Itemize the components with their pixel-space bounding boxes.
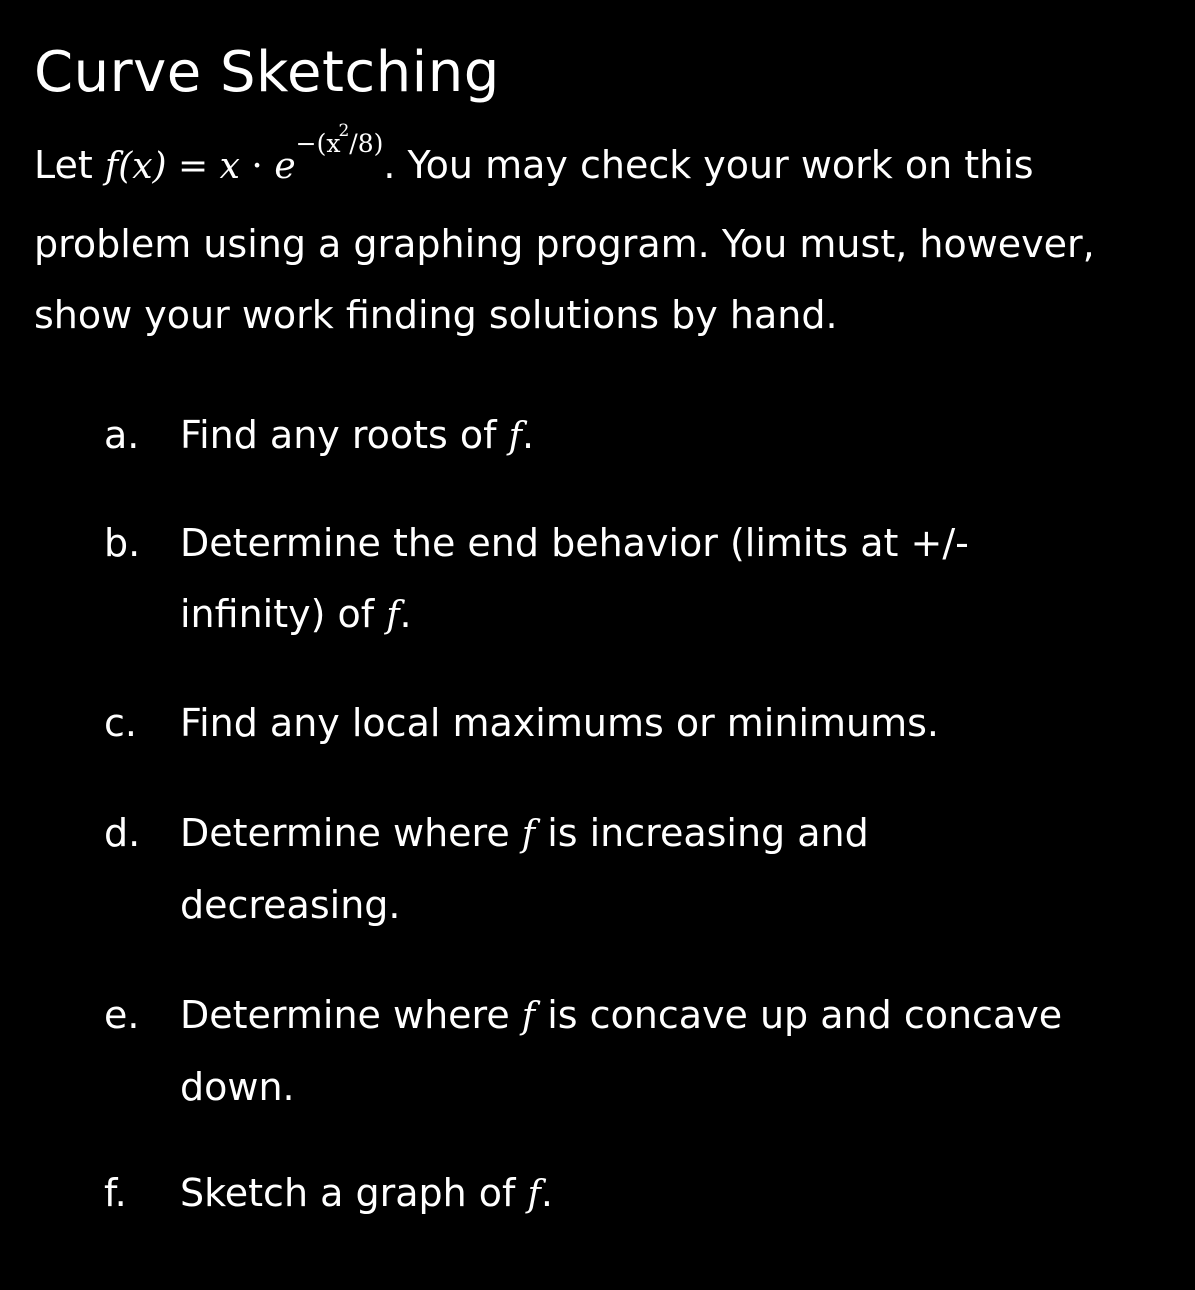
exponent-pre: −(x bbox=[295, 129, 341, 158]
item-text-end: is increasing and decreasing. bbox=[180, 811, 869, 927]
item-letter: d. bbox=[104, 811, 141, 855]
list-item bbox=[104, 980, 1170, 1123]
item-function: f bbox=[386, 595, 400, 636]
x-variable: x bbox=[219, 146, 240, 187]
list-item bbox=[104, 400, 534, 472]
list-item bbox=[104, 1158, 553, 1230]
item-text-end: . bbox=[399, 592, 412, 636]
item-text: Find any local maximums or minimums. bbox=[180, 701, 939, 745]
item-function: f bbox=[527, 1174, 541, 1215]
exponent bbox=[295, 121, 384, 158]
equals-sign: = bbox=[166, 146, 220, 187]
page-title: Curve Sketching bbox=[34, 40, 500, 105]
item-text: Determine where bbox=[180, 811, 522, 855]
multiply-dot: · bbox=[239, 146, 275, 187]
item-function: f bbox=[521, 814, 536, 855]
item-text-end: is concave up and concave down. bbox=[180, 993, 1063, 1109]
exponent-square: 2 bbox=[338, 121, 350, 141]
problem-statement bbox=[34, 121, 1164, 351]
list-item bbox=[104, 688, 939, 760]
item-letter: a. bbox=[104, 413, 140, 457]
item-text-end: . bbox=[521, 413, 535, 457]
item-letter: b. bbox=[104, 521, 141, 565]
item-text: Sketch a graph of bbox=[180, 1171, 528, 1215]
exponential-base: e bbox=[274, 146, 296, 187]
item-text: Determine the end behavior (limits at +/- infinity) of bbox=[180, 521, 969, 636]
item-text: Find any roots of bbox=[180, 413, 509, 457]
item-letter: c. bbox=[104, 701, 137, 745]
list-item bbox=[104, 508, 1050, 651]
intro-lead: Let bbox=[34, 143, 105, 187]
item-text: Determine where bbox=[180, 993, 522, 1037]
item-letter: f. bbox=[104, 1171, 127, 1215]
item-letter: e. bbox=[104, 993, 140, 1037]
item-text-end: . bbox=[540, 1171, 553, 1215]
item-function: f bbox=[521, 996, 536, 1037]
item-function: f bbox=[508, 416, 522, 457]
intro-rest: . You may check your work on this problem using a graphing program. You must, however, show your work finding solutions by hand. bbox=[34, 143, 1095, 337]
list-item bbox=[104, 798, 960, 941]
exponent-post: /8) bbox=[349, 129, 384, 158]
function-name: f(x) bbox=[104, 146, 167, 187]
